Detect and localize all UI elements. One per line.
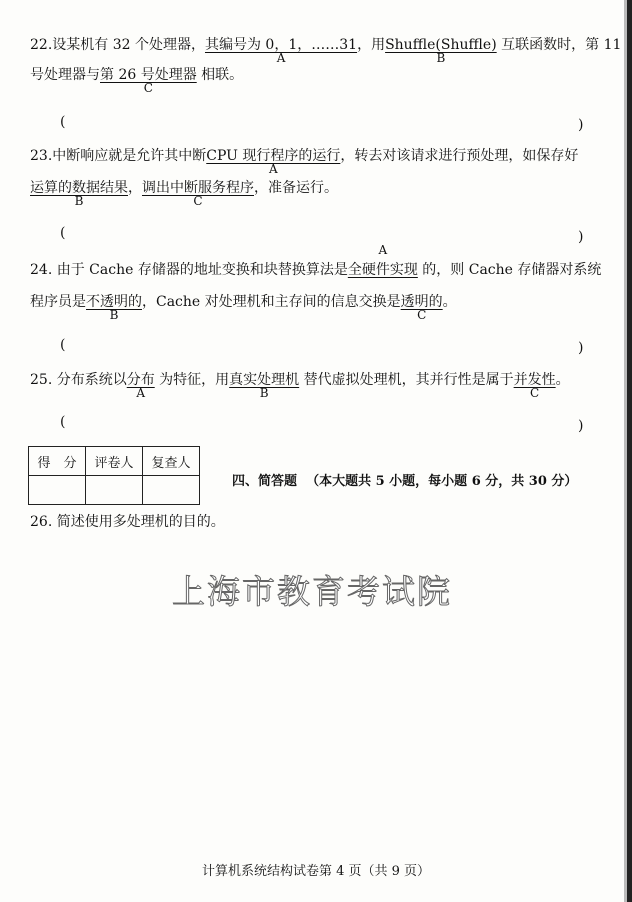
label-c: C bbox=[143, 81, 153, 95]
label-a: A bbox=[268, 162, 278, 176]
label-a: A bbox=[136, 386, 146, 400]
text: 真实处理机 bbox=[229, 372, 300, 388]
text: ，准备运行。 bbox=[254, 180, 338, 196]
text: 24. 由于 Cache 存储器的地址变换和块替换算法是 bbox=[30, 262, 348, 278]
answer-paren-open: ( bbox=[60, 337, 66, 353]
grader-cell[interactable] bbox=[86, 476, 143, 505]
text: 分布 bbox=[126, 372, 155, 388]
score-cell[interactable] bbox=[29, 476, 86, 505]
text: 号处理器与 bbox=[30, 67, 100, 83]
text: ，用 bbox=[357, 37, 386, 53]
text: 互联函数时，第 11 bbox=[496, 37, 622, 53]
text: Shuffle(Shuffle) bbox=[385, 37, 497, 53]
section-heading bbox=[232, 470, 577, 489]
question-25-line-1 bbox=[30, 370, 620, 400]
answer-paren-open: ( bbox=[60, 414, 66, 430]
question-26: 26. 简述使用多处理机的目的。 bbox=[30, 514, 225, 530]
question-24-line-2 bbox=[30, 292, 620, 322]
question-22-line-1 bbox=[30, 35, 622, 65]
text: 22.设某机有 32 个处理器， bbox=[30, 37, 205, 53]
answer-paren-close: ) bbox=[578, 340, 584, 356]
answer-paren-open: ( bbox=[60, 225, 66, 241]
text: ， bbox=[128, 180, 142, 196]
text: 25. 分布系统以 bbox=[30, 372, 127, 388]
answer-paren-close: ) bbox=[578, 418, 584, 434]
text: CPU 现行程序的运行 bbox=[206, 148, 341, 164]
section-note: （本大题共 5 小题，每小题 6 分，共 30 分） bbox=[306, 474, 578, 489]
text: 替代虚拟处理机，其并行性是属于 bbox=[299, 372, 514, 388]
question-23-line-1 bbox=[30, 146, 620, 176]
answer-paren-open: ( bbox=[60, 114, 66, 130]
answer-paren-close: ) bbox=[578, 229, 584, 245]
text: 不透明的 bbox=[86, 294, 142, 310]
underline-c bbox=[100, 65, 197, 95]
question-23-line-2 bbox=[30, 178, 620, 208]
underline-b bbox=[229, 370, 300, 400]
underline-c bbox=[400, 292, 443, 322]
underline-b bbox=[385, 35, 497, 65]
text: 23.中断响应就是允许其中断 bbox=[30, 148, 207, 164]
underline-b bbox=[30, 178, 128, 208]
text: ，Cache 对处理机和主存间的信息交换是 bbox=[142, 294, 401, 310]
text: 为特征，用 bbox=[154, 372, 230, 388]
underline-a bbox=[126, 370, 155, 400]
reviewer-cell[interactable] bbox=[143, 476, 200, 505]
score-header: 得 分 bbox=[29, 447, 86, 476]
underline-a bbox=[347, 243, 418, 280]
label-c: C bbox=[417, 308, 427, 322]
text: 程序员是 bbox=[30, 294, 86, 310]
grader-header: 评卷人 bbox=[86, 447, 143, 476]
score-table bbox=[28, 446, 200, 505]
text: ，转去对该请求进行预处理，如保存好 bbox=[340, 148, 579, 164]
question-22-line-2 bbox=[30, 65, 620, 95]
reviewer-header: 复查人 bbox=[143, 447, 200, 476]
label-c: C bbox=[530, 386, 540, 400]
text: 运算的数据结果 bbox=[30, 180, 128, 196]
label-a: A bbox=[378, 243, 388, 257]
page-footer: 计算机系统结构试卷第 4 页（共 9 页） bbox=[201, 864, 431, 879]
label-b: B bbox=[74, 194, 84, 208]
label-a: A bbox=[276, 51, 286, 65]
underline-c bbox=[513, 370, 556, 400]
answer-paren-close: ) bbox=[578, 117, 584, 133]
text: 其编号为 0，1，……31 bbox=[204, 37, 358, 53]
institution-watermark: 上海市教育考试院 bbox=[172, 572, 452, 611]
text: 第 26 号处理器 bbox=[100, 67, 197, 83]
label-b: B bbox=[109, 308, 119, 322]
text: 调出中断服务程序 bbox=[142, 180, 254, 196]
scan-edge bbox=[627, 0, 632, 902]
section-title: 四、简答题 bbox=[232, 474, 298, 489]
underline-c bbox=[142, 178, 254, 208]
label-b: B bbox=[259, 386, 269, 400]
text: 全硬件实现 bbox=[347, 262, 418, 278]
text: 的，则 Cache 存储器对系统 bbox=[417, 262, 602, 278]
underline-a bbox=[204, 35, 358, 65]
question-24-line-1 bbox=[30, 243, 620, 280]
label-b: B bbox=[436, 51, 446, 65]
underline-a bbox=[206, 146, 341, 176]
text: 相联。 bbox=[196, 67, 244, 83]
text: 透明的 bbox=[400, 294, 443, 310]
text: 。 bbox=[555, 372, 570, 388]
label-c: C bbox=[193, 194, 203, 208]
underline-b bbox=[86, 292, 142, 322]
text: 并发性 bbox=[513, 372, 556, 388]
text: 。 bbox=[442, 294, 457, 310]
